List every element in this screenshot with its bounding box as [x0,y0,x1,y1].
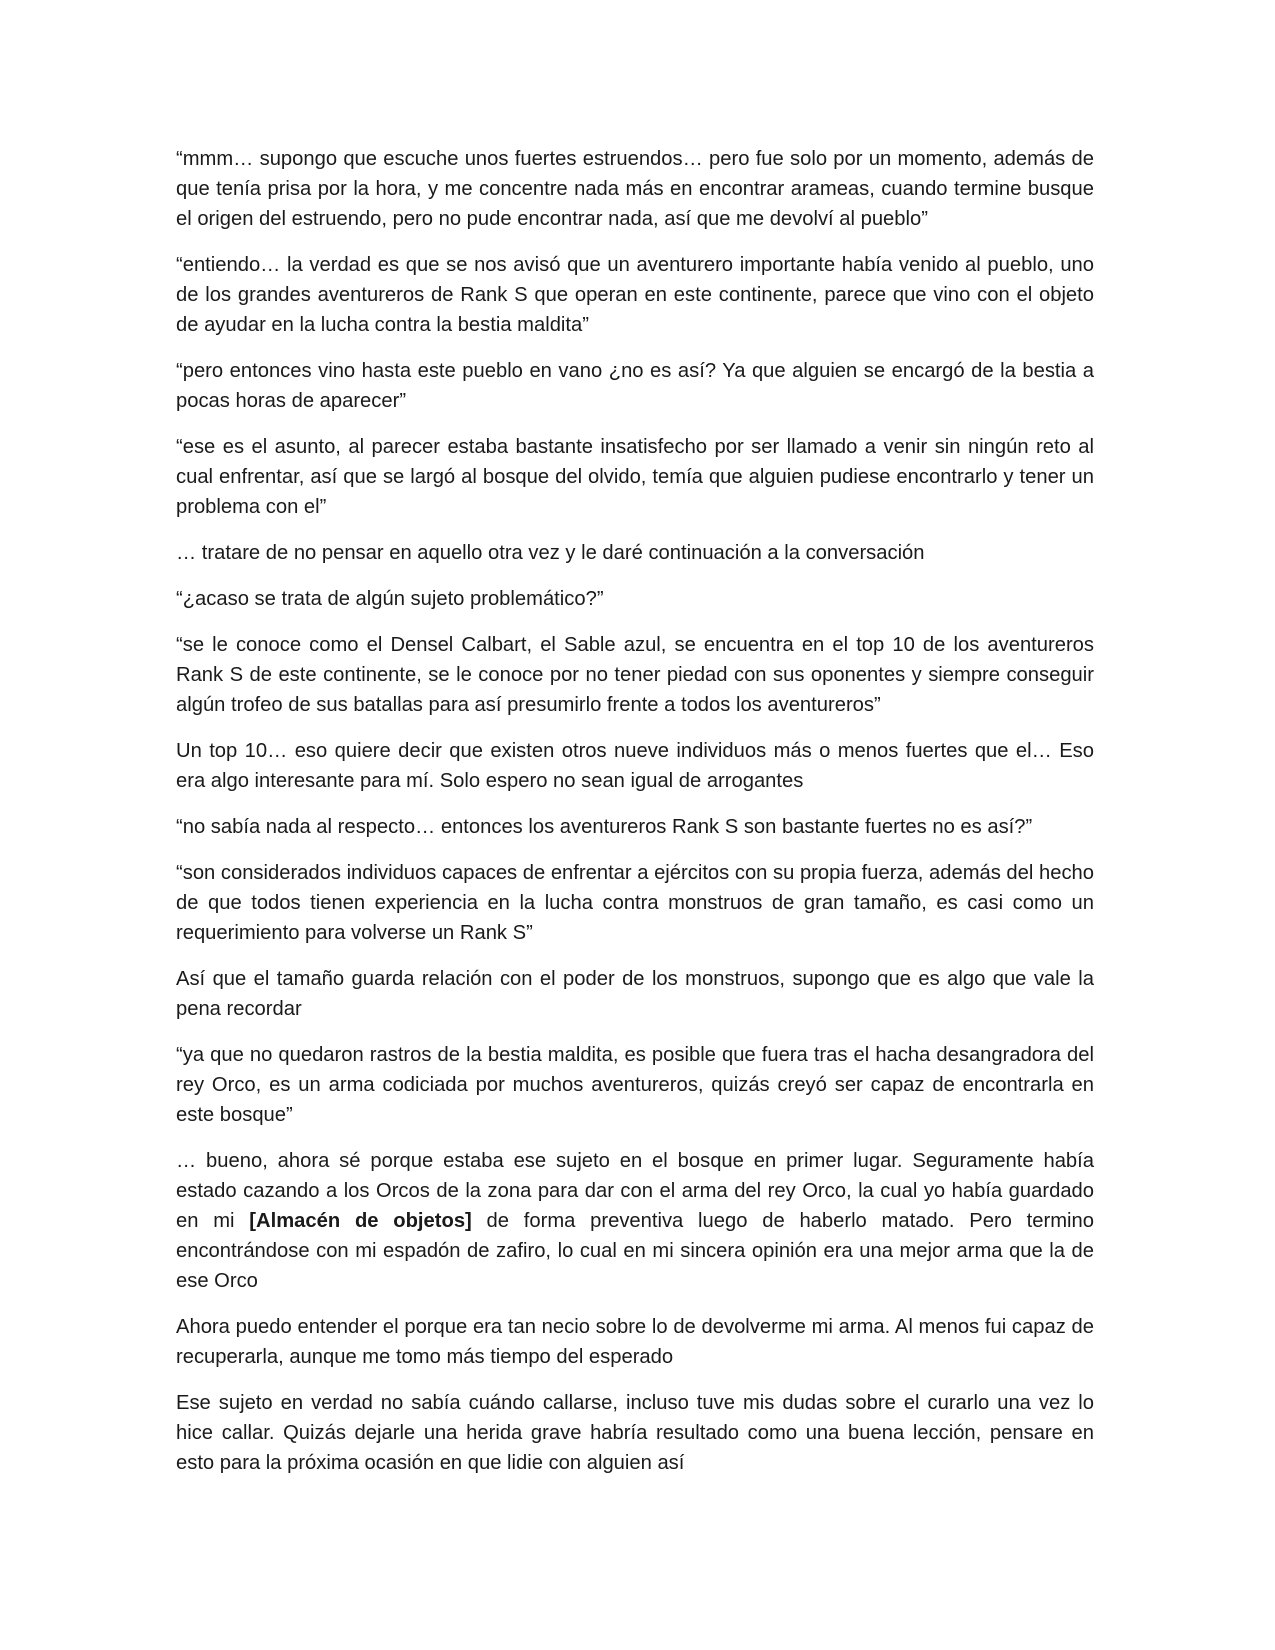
paragraph-10: “son considerados individuos capaces de enfrentar a ejércitos con su propia fuerza, además del hecho de que todos tienen experiencia en la lucha contra monstruos de gran tamaño, es casi como un requerimiento para volverse un Rank S” [176,862,1094,944]
paragraph-3: “pero entonces vino hasta este pueblo en vano ¿no es así? Ya que alguien se encargó de la bestia a pocas horas de aparecer” [176,360,1094,412]
paragraph-13-before: … bueno, ahora sé porque estaba ese sujeto en el bosque en primer lugar. Seguramente había estado cazando a los Orcos de la zona para dar con el arma del rey Orco, la cual yo había guardado en mi [176,1150,1094,1232]
paragraph-12: “ya que no quedaron rastros de la bestia maldita, es posible que fuera tras el hacha desangradora del rey Orco, es un arma codiciada por muchos aventureros, quizás creyó ser capaz de encontrarla en este bosque” [176,1044,1094,1126]
paragraph-9: “no sabía nada al respecto… entonces los aventureros Rank S son bastante fuertes no es así?” [176,816,1033,838]
paragraph-1: “mmm… supongo que escuche unos fuertes estruendos… pero fue solo por un momento, además de que tenía prisa por la hora, y me concentre nada más en encontrar arameas, cuando termine busque el origen del estruendo, pero no pude encontrar nada, así que me devolví al pueblo” [176,148,1094,230]
paragraph-14: Ahora puedo entender el porque era tan necio sobre lo de devolverme mi arma. Al menos fui capaz de recuperarla, aunque me tomo más tiempo del esperado [176,1316,1094,1368]
bold-term-almacen: [Almacén de objetos] [249,1210,472,1232]
paragraph-15: Ese sujeto en verdad no sabía cuándo callarse, incluso tuve mis dudas sobre el curarlo una vez lo hice callar. Quizás dejarle una herida grave habría resultado como una buena lección, pensare en esto para la próxima ocasión en que lidie con alguien así [176,1392,1094,1474]
paragraph-13-after: de forma preventiva luego de haberlo matado. Pero termino encontrándose con mi espadón de zafiro, lo cual en mi sincera opinión era una mejor arma que la de ese Orco [176,1210,1094,1292]
paragraph-7: “se le conoce como el Densel Calbart, el Sable azul, se encuentra en el top 10 de los aventureros Rank S de este continente, se le conoce por no tener piedad con sus oponentes y siempre conseguir algún trofeo de sus batallas para así presumirlo frente a todos los aventureros” [176,634,1094,716]
document-page [176,144,1094,1494]
paragraph-6: “¿acaso se trata de algún sujeto problemático?” [176,588,604,610]
paragraph-2: “entiendo… la verdad es que se nos avisó que un aventurero importante había venido al pueblo, uno de los grandes aventureros de Rank S que operan en este continente, parece que vino con el objeto de ayudar en la lucha contra la bestia maldita” [176,254,1094,336]
paragraph-4: “ese es el asunto, al parecer estaba bastante insatisfecho por ser llamado a venir sin ningún reto al cual enfrentar, así que se largó al bosque del olvido, temía que alguien pudiese encontrarlo y tener un problema con el” [176,436,1094,518]
paragraph-8: Un top 10… eso quiere decir que existen otros nueve individuos más o menos fuertes que el… Eso era algo interesante para mí. Solo espero no sean igual de arrogantes [176,740,1094,792]
paragraph-13 [176,1146,1094,1296]
paragraph-5: … tratare de no pensar en aquello otra vez y le daré continuación a la conversación [176,542,925,564]
paragraph-11: Así que el tamaño guarda relación con el poder de los monstruos, supongo que es algo que vale la pena recordar [176,968,1094,1020]
